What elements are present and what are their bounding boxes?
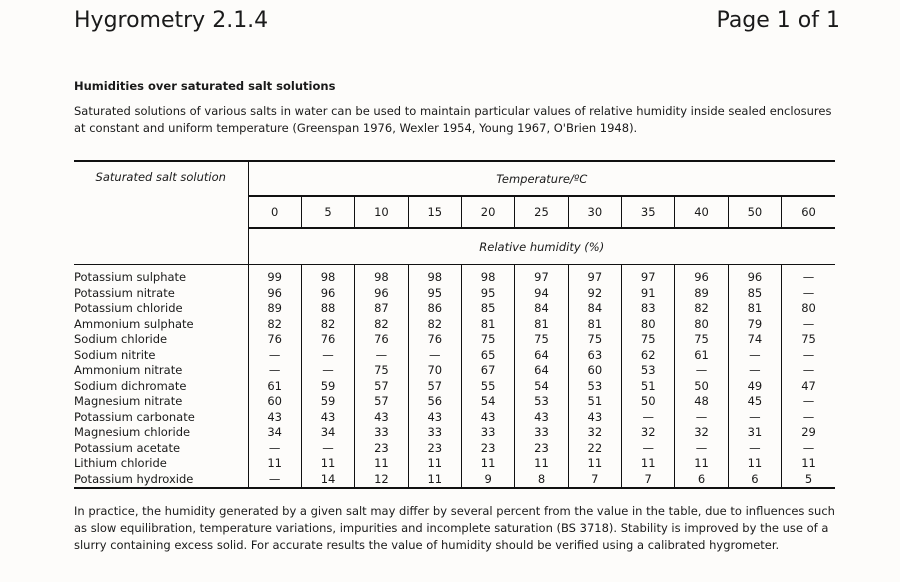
salt-column-header: Saturated salt solution xyxy=(74,161,248,228)
humidity-value: 55 xyxy=(461,379,514,395)
humidity-value: 23 xyxy=(408,441,461,457)
humidity-value: 84 xyxy=(515,301,568,317)
humidity-value: 70 xyxy=(408,363,461,379)
section-heading: Humidities over saturated salt solutions xyxy=(74,79,336,93)
relative-humidity-row xyxy=(74,228,835,265)
temperature-header: Temperature/ºC xyxy=(248,161,835,196)
humidity-value: 98 xyxy=(461,265,514,286)
humidity-value: 57 xyxy=(355,394,408,410)
humidity-value: 43 xyxy=(568,410,621,426)
salt-name: Lithium chloride xyxy=(74,456,167,470)
humidity-table xyxy=(74,160,835,489)
humidity-value: — xyxy=(622,410,675,426)
humidity-value: 11 xyxy=(408,472,461,489)
humidity-value: 11 xyxy=(568,456,621,472)
humidity-value: — xyxy=(728,363,781,379)
page-number: Page 1 of 1 xyxy=(716,8,840,33)
humidity-value: 59 xyxy=(301,394,354,410)
humidity-value: 84 xyxy=(568,301,621,317)
humidity-value: — xyxy=(248,348,301,364)
humidity-value: 43 xyxy=(461,410,514,426)
humidity-value: 96 xyxy=(248,286,301,302)
humidity-value: 88 xyxy=(301,301,354,317)
humidity-value: 59 xyxy=(301,379,354,395)
humidity-value: 31 xyxy=(728,425,781,441)
humidity-value: 75 xyxy=(461,332,514,348)
humidity-value: 63 xyxy=(568,348,621,364)
table-row xyxy=(74,410,835,426)
table-row xyxy=(74,363,835,379)
humidity-value: — xyxy=(782,348,835,364)
humidity-value: 22 xyxy=(568,441,621,457)
humidity-value: 94 xyxy=(515,286,568,302)
humidity-value: — xyxy=(301,363,354,379)
humidity-value: 32 xyxy=(568,425,621,441)
humidity-value: 11 xyxy=(355,456,408,472)
humidity-value: 23 xyxy=(355,441,408,457)
humidity-value: 11 xyxy=(782,456,835,472)
humidity-value: — xyxy=(728,441,781,457)
humidity-value: — xyxy=(675,363,728,379)
humidity-value: 34 xyxy=(248,425,301,441)
humidity-value: 65 xyxy=(461,348,514,364)
humidity-value: 53 xyxy=(515,394,568,410)
temperature-cell: 25 xyxy=(515,196,568,228)
humidity-value: — xyxy=(728,348,781,364)
humidity-value: 32 xyxy=(675,425,728,441)
humidity-value: 33 xyxy=(461,425,514,441)
humidity-value: 14 xyxy=(301,472,354,489)
humidity-value: 61 xyxy=(248,379,301,395)
humidity-value: 7 xyxy=(568,472,621,489)
humidity-value: 64 xyxy=(515,348,568,364)
humidity-value: 67 xyxy=(461,363,514,379)
humidity-value: 76 xyxy=(355,332,408,348)
closing-paragraph: In practice, the humidity generated by a given salt may differ by several percent from the value in the table, due to influences such as slow equilibration, temperature variations, impurities and incomplete saturation (BS 3718). Stability is improved by the use of a slurry containing excess solid. For accurate results the value of humidity should be verified using a calibrated hygrometer. xyxy=(74,504,835,552)
humidity-value: 49 xyxy=(728,379,781,395)
salt-name: Potassium acetate xyxy=(74,440,181,455)
humidity-value: — xyxy=(782,265,835,286)
humidity-value: 75 xyxy=(515,332,568,348)
salt-name: Ammonium nitrate xyxy=(74,363,183,377)
table-body xyxy=(74,265,835,489)
humidity-value: 76 xyxy=(301,332,354,348)
humidity-value: 86 xyxy=(408,301,461,317)
humidity-value: 82 xyxy=(248,317,301,333)
humidity-value: 61 xyxy=(675,348,728,364)
table-row xyxy=(74,379,835,395)
humidity-value: 85 xyxy=(728,286,781,302)
humidity-value: 87 xyxy=(355,301,408,317)
humidity-value: 29 xyxy=(782,425,835,441)
humidity-value: 11 xyxy=(515,456,568,472)
humidity-value: 62 xyxy=(622,348,675,364)
temperature-cell: 35 xyxy=(622,196,675,228)
temperature-cell: 60 xyxy=(782,196,835,228)
temperature-cell: 0 xyxy=(248,196,301,228)
humidity-value: 51 xyxy=(622,379,675,395)
document-title: Hygrometry 2.1.4 xyxy=(74,8,269,33)
humidity-value: 56 xyxy=(408,394,461,410)
humidity-value: 89 xyxy=(675,286,728,302)
humidity-value: 75 xyxy=(622,332,675,348)
humidity-value: 33 xyxy=(408,425,461,441)
humidity-value: 74 xyxy=(728,332,781,348)
humidity-value: 51 xyxy=(568,394,621,410)
humidity-value: 11 xyxy=(248,456,301,472)
salt-name: Sodium nitrite xyxy=(74,347,156,362)
humidity-value: 7 xyxy=(622,472,675,489)
humidity-value: 11 xyxy=(408,456,461,472)
salt-name: Potassium nitrate xyxy=(74,285,175,300)
temperature-cell: 30 xyxy=(568,196,621,228)
temperature-cell: 20 xyxy=(461,196,514,228)
humidity-value: — xyxy=(782,394,835,410)
humidity-value: 60 xyxy=(568,363,621,379)
humidity-value: 97 xyxy=(515,265,568,286)
humidity-value: 53 xyxy=(568,379,621,395)
humidity-value: 98 xyxy=(301,265,354,286)
humidity-value: 76 xyxy=(408,332,461,348)
table-row xyxy=(74,332,835,348)
temperature-cell: 40 xyxy=(675,196,728,228)
humidity-value: 5 xyxy=(782,472,835,489)
humidity-value: 97 xyxy=(622,265,675,286)
humidity-value: — xyxy=(782,441,835,457)
intro-paragraph: Saturated solutions of various salts in water can be used to maintain particular values of relative humidity inside sealed enclosures at constant and uniform temperature (Greenspan 1976, Wexler 1954, Young 1967, O'Brien 1948). xyxy=(74,104,832,135)
humidity-value: — xyxy=(248,472,301,489)
rh-label-spacer xyxy=(74,228,248,265)
table-row xyxy=(74,348,835,364)
salt-name: Potassium carbonate xyxy=(74,409,195,424)
humidity-value: 11 xyxy=(728,456,781,472)
humidity-value: — xyxy=(248,441,301,457)
humidity-value: 95 xyxy=(408,286,461,302)
humidity-value: 60 xyxy=(248,394,301,410)
humidity-value: 89 xyxy=(248,301,301,317)
table-row xyxy=(74,286,835,302)
humidity-value: 33 xyxy=(515,425,568,441)
temperature-header-row xyxy=(74,161,835,196)
temperature-cell: 10 xyxy=(355,196,408,228)
humidity-value: — xyxy=(408,348,461,364)
humidity-value: 81 xyxy=(461,317,514,333)
salt-name: Ammonium sulphate xyxy=(74,316,194,331)
humidity-value: 53 xyxy=(622,363,675,379)
humidity-value: — xyxy=(355,348,408,364)
humidity-value: 34 xyxy=(301,425,354,441)
humidity-value: — xyxy=(782,286,835,302)
humidity-value: 47 xyxy=(782,379,835,395)
humidity-value: 95 xyxy=(461,286,514,302)
humidity-value: 33 xyxy=(355,425,408,441)
humidity-value: — xyxy=(675,410,728,426)
salt-name: Magnesium chloride xyxy=(74,425,191,439)
humidity-value: 82 xyxy=(675,301,728,317)
humidity-value: 45 xyxy=(728,394,781,410)
humidity-value: 54 xyxy=(461,394,514,410)
humidity-value: 97 xyxy=(568,265,621,286)
humidity-value: 82 xyxy=(355,317,408,333)
humidity-value: 11 xyxy=(461,456,514,472)
humidity-value: 9 xyxy=(461,472,514,489)
humidity-value: 64 xyxy=(515,363,568,379)
humidity-value: 75 xyxy=(782,332,835,348)
humidity-value: 12 xyxy=(355,472,408,489)
relative-humidity-header: Relative humidity (%) xyxy=(248,228,835,265)
humidity-value: 11 xyxy=(675,456,728,472)
temperature-cell: 50 xyxy=(728,196,781,228)
humidity-value: — xyxy=(301,348,354,364)
humidity-value: 75 xyxy=(675,332,728,348)
humidity-value: 99 xyxy=(248,265,301,286)
salt-name: Potassium sulphate xyxy=(74,270,187,284)
humidity-value: 50 xyxy=(675,379,728,395)
humidity-value: 92 xyxy=(568,286,621,302)
humidity-value: 82 xyxy=(408,317,461,333)
humidity-value: 81 xyxy=(515,317,568,333)
table-head xyxy=(74,161,835,265)
humidity-value: 79 xyxy=(728,317,781,333)
salt-name: Sodium dichromate xyxy=(74,378,187,393)
humidity-value: — xyxy=(782,410,835,426)
table-row xyxy=(74,472,835,489)
temperature-cell: 15 xyxy=(408,196,461,228)
humidity-value: 85 xyxy=(461,301,514,317)
humidity-value: 43 xyxy=(301,410,354,426)
humidity-value: 54 xyxy=(515,379,568,395)
humidity-value: 75 xyxy=(568,332,621,348)
humidity-value: 96 xyxy=(675,265,728,286)
humidity-value: 83 xyxy=(622,301,675,317)
salt-name: Sodium chloride xyxy=(74,332,168,346)
humidity-value: 6 xyxy=(728,472,781,489)
humidity-value: 81 xyxy=(728,301,781,317)
humidity-value: 43 xyxy=(355,410,408,426)
humidity-value: 11 xyxy=(622,456,675,472)
table-row xyxy=(74,425,835,441)
humidity-value: 11 xyxy=(301,456,354,472)
humidity-value: 96 xyxy=(728,265,781,286)
humidity-value: 96 xyxy=(355,286,408,302)
humidity-value: — xyxy=(782,363,835,379)
table-row xyxy=(74,301,835,317)
salt-name: Potassium chloride xyxy=(74,301,183,315)
humidity-value: 32 xyxy=(622,425,675,441)
humidity-value: 80 xyxy=(782,301,835,317)
salt-name: Potassium hydroxide xyxy=(74,472,248,489)
table-row xyxy=(74,456,835,472)
humidity-value: 96 xyxy=(301,286,354,302)
humidity-value: — xyxy=(301,441,354,457)
humidity-value: 43 xyxy=(515,410,568,426)
humidity-value: 6 xyxy=(675,472,728,489)
humidity-value: 80 xyxy=(675,317,728,333)
humidity-value: — xyxy=(782,317,835,333)
humidity-value: 98 xyxy=(408,265,461,286)
humidity-value: 23 xyxy=(461,441,514,457)
humidity-value: 75 xyxy=(355,363,408,379)
salt-name: Magnesium nitrate xyxy=(74,394,183,408)
humidity-value: 57 xyxy=(408,379,461,395)
humidity-value: 48 xyxy=(675,394,728,410)
humidity-value: 81 xyxy=(568,317,621,333)
humidity-value: 57 xyxy=(355,379,408,395)
humidity-value: 43 xyxy=(248,410,301,426)
table-row xyxy=(74,265,835,286)
humidity-value: 8 xyxy=(515,472,568,489)
humidity-value: 98 xyxy=(355,265,408,286)
humidity-value: — xyxy=(622,441,675,457)
humidity-value: 82 xyxy=(301,317,354,333)
humidity-value: 43 xyxy=(408,410,461,426)
humidity-value: — xyxy=(675,441,728,457)
humidity-value: 50 xyxy=(622,394,675,410)
humidity-value: 76 xyxy=(248,332,301,348)
humidity-value: 23 xyxy=(515,441,568,457)
humidity-value: — xyxy=(728,410,781,426)
table-row xyxy=(74,441,835,457)
table-row xyxy=(74,394,835,410)
humidity-value: — xyxy=(248,363,301,379)
table-row xyxy=(74,317,835,333)
humidity-value: 91 xyxy=(622,286,675,302)
temperature-cell: 5 xyxy=(301,196,354,228)
humidity-value: 80 xyxy=(622,317,675,333)
